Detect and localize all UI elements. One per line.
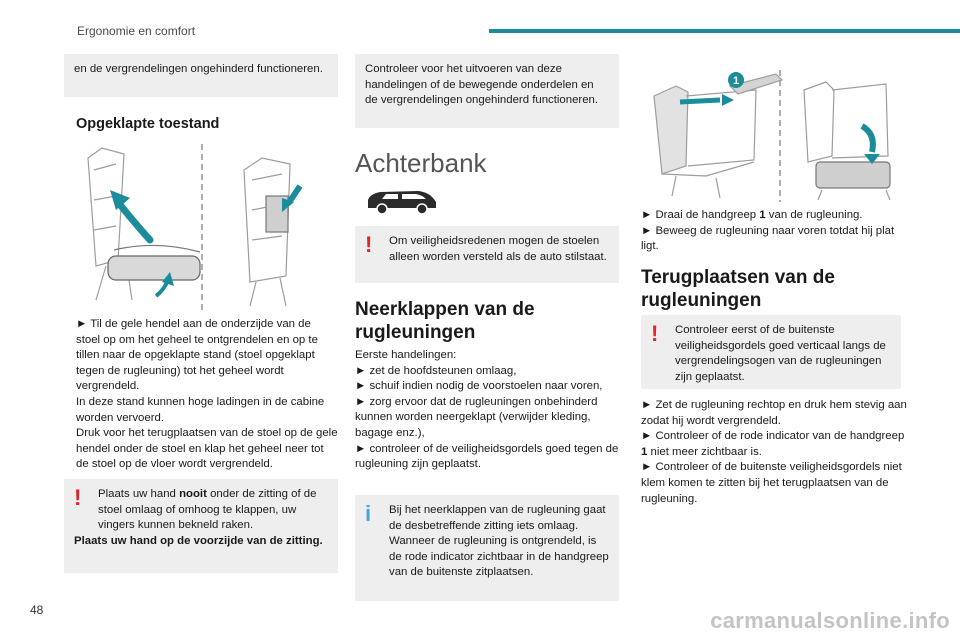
warning-icon: ! (74, 485, 82, 510)
restore-step-instructions (641, 398, 907, 507)
paragraph: Druk voor het terugplaatsen van de stoel op de gele hendel onder de stoel en klap het geheel neer tot de stoel op de vloer wordt vergrendeld. (76, 427, 338, 471)
warning-box-seatbelts (641, 315, 901, 389)
paragraph: ► controleer of de veiligheidsgordels goed tegen de rugleuning zijn geplaatst. (355, 442, 619, 471)
paragraph: ► Draai de handgreep 1 van de rugleuning. (641, 209, 863, 221)
header-accent-bar (489, 29, 960, 33)
heading-fold-backrests: Neerklappen van de rugleuningen (355, 299, 535, 343)
info-text: Bij het neerklappen van de rugleuning gaat de desbetreffende zitting iets omlaag. Wanneer de rugleuning is ontgrendeld, is de rode indicator zichtbaar in de handgreep van de buitenste zitplaatsen. (389, 504, 609, 579)
page-number: 48 (30, 603, 44, 617)
section-title: Ergonomie en comfort (77, 24, 196, 38)
warning-text-part1: Plaats uw hand (98, 488, 180, 500)
paragraph: ► Beweeg de rugleuning naar voren totdat hij plat ligt. (641, 224, 895, 253)
info-box-fold-behavior (355, 495, 619, 601)
folded-seat-illustration (66, 140, 338, 315)
paragraph: ► Zet de rugleuning rechtop en druk hem stevig aan zodat hij wordt vergrendeld. (641, 399, 907, 427)
warning-text-part2: onder de zitting of de stoel omlaag of omhoog te klappen, uw vingers kunnen bekneld raken. (98, 488, 317, 532)
heading-restore-backrests: Terugplaatsen van de rugleuningen (641, 267, 835, 311)
fold-step-instructions (641, 208, 906, 255)
paragraph: ► zet de hoofdsteunen omlaag, (355, 364, 517, 377)
continuation-note-text: en de vergrendelingen ongehinderd functioneren. (74, 63, 323, 75)
warning-text: Controleer eerst of de buitenste veiligheidsgordels goed verticaal langs de vergrendelingsogen van de rugleuningen zijn geplaatst. (675, 324, 886, 383)
info-icon: i (365, 501, 372, 526)
precheck-note-box (355, 54, 619, 128)
paragraph: In deze stand kunnen hoge ladingen in de cabine worden vervoerd. (76, 395, 325, 424)
warning-icon: ! (651, 321, 659, 346)
paragraph: Eerste handelingen: (355, 349, 457, 361)
folded-position-instructions (76, 317, 338, 473)
paragraph: ► Til de gele hendel aan de onderzijde van de stoel op om het geheel te ontgrendelen en op te tillen naar de opgeklapte stand (stoel opgeklapt tegen de rugleuning) tot het geheel wordt vergrendeld. (76, 318, 318, 393)
watermark: carmanualsonline.info (710, 608, 950, 633)
warning-bold-line: Plaats uw hand op de voorzijde van de zitting. (74, 534, 323, 547)
warning-icon: ! (365, 232, 373, 257)
rear-bench-illustration (636, 66, 904, 204)
warning-text: Om veiligheidsredenen mogen de stoelen alleen worden versteld als de auto stilstaat. (389, 235, 607, 263)
warning-box-hand-placement (64, 479, 338, 573)
paragraph: ► schuif indien nodig de voorstoelen naar voren, (355, 380, 603, 393)
warning-text-bold: nooit (179, 488, 207, 500)
paragraph: ► Controleer of de rode indicator van de handgreep 1 niet meer zichtbaar is. (641, 430, 905, 458)
paragraph: ► zorg ervoor dat de rugleuningen onbehinderd kunnen worden neergeklapt (verwijder kleding, bagage enz.), (355, 395, 598, 439)
heading-rear-bench: Achterbank (355, 148, 487, 178)
warning-box-stationary (355, 226, 619, 283)
heading-folded-position: Opgeklapte toestand (76, 116, 220, 132)
fold-backrest-instructions (355, 348, 621, 473)
precheck-note-text: Controleer voor het uitvoeren van deze handelingen of de bewegende onderdelen en de vergrendelingen ongehinderd functioneren. (365, 63, 599, 107)
callout-number-1: 1 (732, 75, 740, 87)
continuation-note-box (64, 54, 338, 97)
paragraph: ► Controleer of de buitenste veiligheidsgordels niet klem komen te zitten bij het terugplaatsen van de rugleuning. (641, 461, 902, 505)
van-icon (364, 188, 440, 216)
